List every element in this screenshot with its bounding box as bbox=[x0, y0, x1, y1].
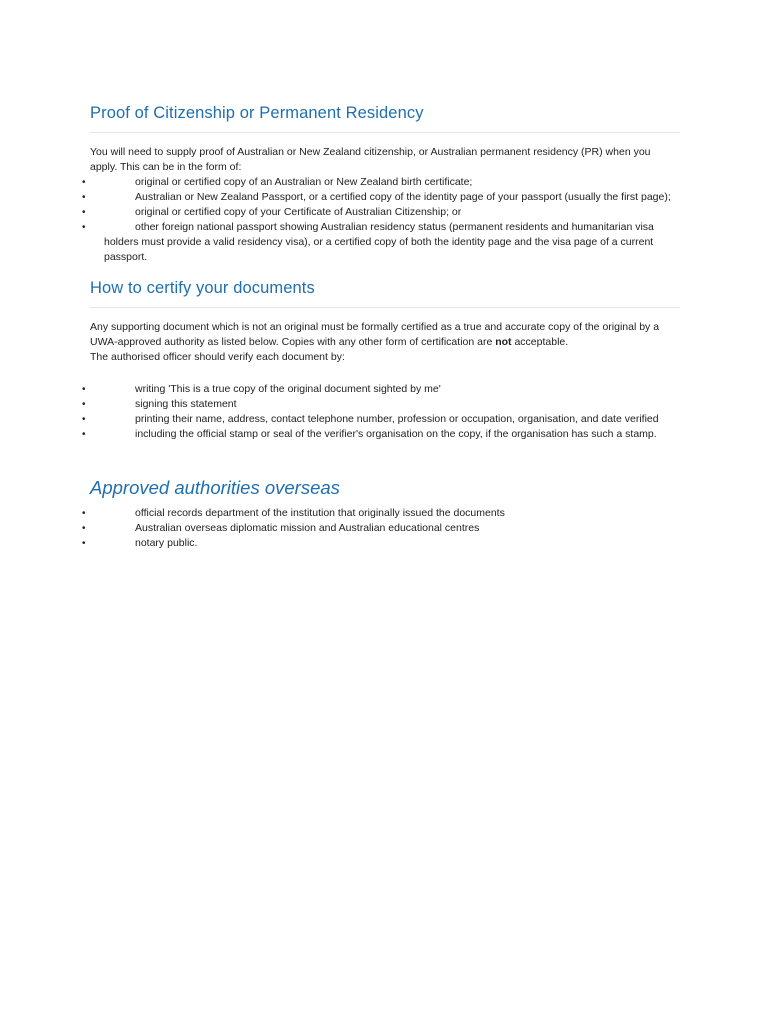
divider bbox=[90, 307, 680, 308]
bullet-icon: • bbox=[82, 508, 86, 519]
certify-intro: Any supporting document which is not an original must be formally certified as a true and accurate copy of the original by a UWA-approved authority as listed below. Copies with any other form of certification are not acceptable. The authorised officer should verify each document by: bbox=[90, 321, 660, 363]
list-item: • other foreign national passport showing Australian residency status (permanent residents and humanitarian visa holders must provide a valid residency visa), or a certified copy of both the identity page and the visa page of a current passport. bbox=[82, 221, 654, 263]
list-item: • original or certified copy of an Australian or New Zealand birth certificate; bbox=[82, 176, 473, 188]
bullet-icon: • bbox=[82, 192, 86, 203]
bullet-icon: • bbox=[82, 414, 86, 425]
bullet-icon: • bbox=[82, 538, 86, 549]
list-item: • writing 'This is a true copy of the original document sighted by me' bbox=[82, 383, 441, 395]
list-item: • signing this statement bbox=[82, 398, 237, 410]
document-page bbox=[82, 98, 680, 551]
bullet-icon: • bbox=[82, 429, 86, 440]
approved-authorities-list bbox=[82, 506, 680, 551]
list-item: • including the official stamp or seal of the verifier's organisation on the copy, if the organisation has such a stamp. bbox=[82, 428, 657, 440]
heading-proof-of-citizenship: Proof of Citizenship or Permanent Residency bbox=[90, 104, 424, 122]
emphasis-not: not bbox=[495, 336, 512, 348]
bullet-icon: • bbox=[82, 399, 86, 410]
heading-approved-authorities: Approved authorities overseas bbox=[90, 477, 340, 498]
list-item: • printing their name, address, contact telephone number, profession or occupation, organisation, and date verified bbox=[82, 413, 659, 425]
bullet-icon: • bbox=[82, 222, 86, 233]
bullet-icon: • bbox=[82, 207, 86, 218]
bullet-icon: • bbox=[82, 523, 86, 534]
list-item: • official records department of the institution that originally issued the documents bbox=[82, 507, 505, 519]
bullet-icon: • bbox=[82, 384, 86, 395]
list-item: • Australian overseas diplomatic mission and Australian educational centres bbox=[82, 522, 480, 534]
list-item: • notary public. bbox=[82, 537, 198, 549]
certify-steps-list bbox=[82, 382, 680, 442]
bullet-icon: • bbox=[82, 177, 86, 188]
heading-how-to-certify: How to certify your documents bbox=[90, 279, 315, 297]
citizenship-proof-list bbox=[82, 175, 680, 265]
list-item: • Australian or New Zealand Passport, or a certified copy of the identity page of your passport (usually the first page); bbox=[82, 191, 671, 203]
list-item: • original or certified copy of your Certificate of Australian Citizenship; or bbox=[82, 206, 462, 218]
divider bbox=[90, 132, 680, 133]
citizenship-intro: You will need to supply proof of Australian or New Zealand citizenship, or Australian permanent residency (PR) when you apply. This can be in the form of: bbox=[90, 146, 651, 173]
